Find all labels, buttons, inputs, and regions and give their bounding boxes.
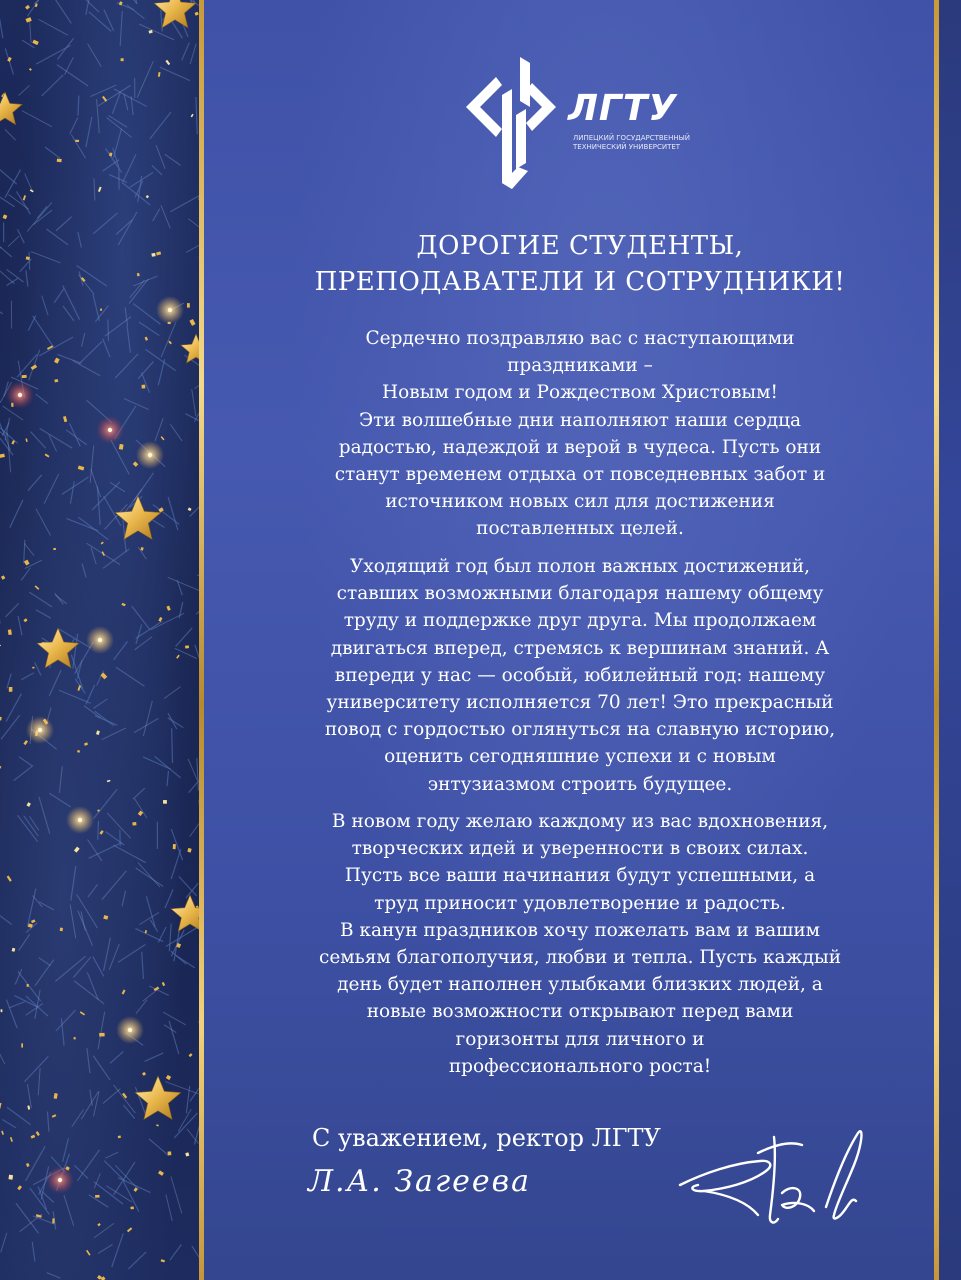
paragraph-line: В канун праздников хочу пожелать вам и вашим	[339, 919, 821, 941]
paragraph-line: праздниками –	[507, 355, 653, 377]
fir-branch-decoration	[0, 0, 205, 1280]
paragraph-line: ставших возможными благодаря нашему общему	[336, 583, 824, 605]
paragraph-line: В новом году желаю каждому из вас вдохновения,	[331, 811, 829, 832]
title-line: ПРЕПОДАВАТЕЛИ И СОТРУДНИКИ!	[314, 267, 846, 297]
paragraph-line: труд приносит удовлетворение и радость.	[374, 892, 786, 914]
ltu-emblem-icon	[466, 55, 566, 195]
paragraph-wishes	[204, 808, 956, 1080]
paragraph-line: оценить сегодняшние успехи и с новым	[384, 746, 776, 768]
paragraph-line: Пусть все ваши начинания будут успешными, а	[344, 865, 816, 887]
pine-needles-illustration	[0, 0, 205, 1280]
university-logo	[466, 55, 706, 195]
paragraph-line: Новым годом и Рождеством Христовым!	[382, 382, 778, 404]
paragraph-line: источником новых сил для достижения	[385, 491, 775, 513]
paragraph-achievements	[204, 553, 956, 798]
paragraph-line: радостью, надеждой и верой в чудеса. Пусть они	[338, 436, 822, 458]
logo-subtitle	[573, 134, 713, 152]
logo-subtitle-line: ЛИПЕЦКИЙ ГОСУДАРСТВЕННЫЙ	[573, 134, 691, 142]
paragraph-line: горизонты для личного и	[455, 1028, 705, 1050]
paragraph-line: университету исполняется 70 лет! Это прекрасный	[326, 692, 834, 714]
paragraph-line: Сердечно поздравляю вас с наступающими	[365, 328, 795, 349]
paragraph-line: творческих идей и уверенности в своих силах.	[351, 838, 809, 860]
paragraph-line: поставленных целей.	[476, 518, 684, 540]
handwritten-signature	[674, 1115, 874, 1235]
greeting-title	[204, 228, 956, 300]
paragraph-line: двигаться вперед, стремясь к вершинам знаний. А	[330, 637, 830, 659]
paragraph-line: станут временем отдыха от повседневных забот и	[334, 464, 826, 486]
paragraph-line: новые возможности открывают перед вами	[366, 1001, 794, 1023]
rector-name: Л.А. Загеева	[308, 1164, 531, 1199]
title-line: ДОРОГИЕ СТУДЕНТЫ,	[416, 231, 744, 261]
paragraph-line: труду и поддержке друг друга. Мы продолжаем	[343, 610, 817, 632]
paragraph-line: повод с гордостью оглянуться на славную историю,	[324, 719, 836, 741]
logo-subtitle-line: ТЕХНИЧЕСКИЙ УНИВЕРСИТЕТ	[573, 143, 681, 151]
paragraph-line: энтузиазмом строить будущее.	[427, 773, 733, 795]
paragraph-line: день будет наполнен улыбками близких людей, а	[337, 974, 823, 996]
logo-name: ЛГТУ	[568, 88, 678, 129]
paragraph-line: Уходящий год был полон важных достижений,	[349, 556, 811, 577]
paragraph-congratulation	[204, 325, 956, 543]
closing-line: С уважением, ректор ЛГТУ	[312, 1124, 661, 1152]
paragraph-line: семьям благополучия, любви и тепла. Пусть каждый	[318, 947, 842, 969]
paragraph-line: впереди у нас — особый, юбилейный год: нашему	[334, 664, 826, 686]
letter-panel	[204, 0, 934, 1280]
right-edge-strip	[939, 0, 961, 1280]
paragraph-line: Эти волшебные дни наполняют наши сердца	[358, 409, 802, 431]
paragraph-line: профессионального роста!	[448, 1055, 712, 1077]
